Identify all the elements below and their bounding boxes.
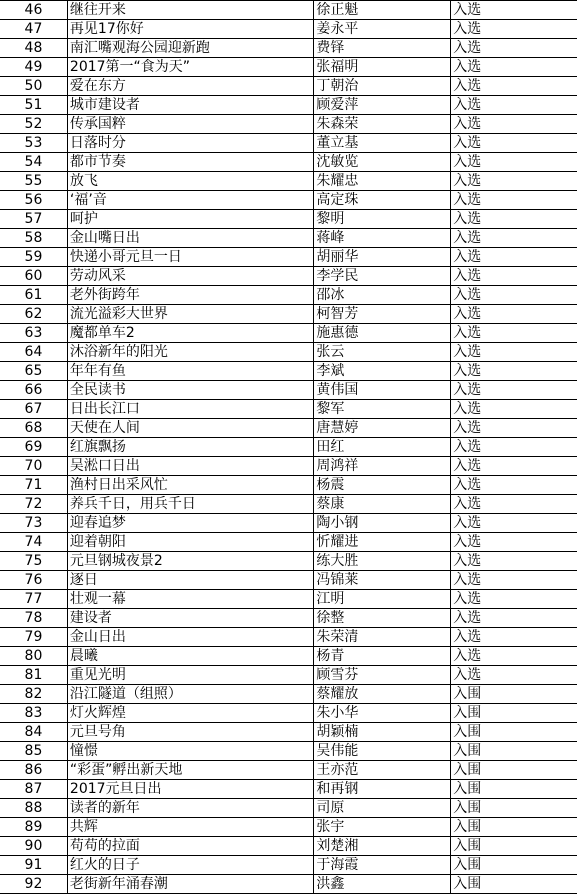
author-cell: 田红 xyxy=(314,438,451,457)
row-number-cell: 72 xyxy=(0,495,67,514)
table-row xyxy=(0,457,577,476)
row-number-cell: 71 xyxy=(0,476,67,495)
author-cell: 忻耀进 xyxy=(314,533,451,552)
table-row xyxy=(0,799,577,818)
row-number-cell: 61 xyxy=(0,286,67,305)
author-cell: 刘楚湘 xyxy=(314,837,451,856)
status-cell: 入选 xyxy=(451,172,577,191)
author-cell: 司原 xyxy=(314,799,451,818)
status-cell: 入选 xyxy=(451,476,577,495)
row-number-cell: 54 xyxy=(0,153,67,172)
status-cell: 入选 xyxy=(451,438,577,457)
title-cell: 共辉 xyxy=(67,818,313,837)
author-cell: 朱荣清 xyxy=(314,628,451,647)
row-number-cell: 82 xyxy=(0,685,67,704)
title-cell: 爱在东方 xyxy=(67,77,313,96)
status-cell: 入选 xyxy=(451,514,577,533)
title-cell: 吴淞口日出 xyxy=(67,457,313,476)
status-cell: 入选 xyxy=(451,191,577,210)
status-cell: 入选 xyxy=(451,609,577,628)
status-cell: 入选 xyxy=(451,58,577,77)
author-cell: 于海霞 xyxy=(314,856,451,875)
table-row xyxy=(0,609,577,628)
status-cell: 入围 xyxy=(451,704,577,723)
title-cell: 读者的新年 xyxy=(67,799,313,818)
row-number-cell: 63 xyxy=(0,324,67,343)
title-cell: 沐浴新年的阳光 xyxy=(67,343,313,362)
title-cell: 全民读书 xyxy=(67,381,313,400)
row-number-cell: 69 xyxy=(0,438,67,457)
status-cell: 入围 xyxy=(451,685,577,704)
row-number-cell: 83 xyxy=(0,704,67,723)
author-cell: 冯锦莱 xyxy=(314,571,451,590)
author-cell: 黎军 xyxy=(314,400,451,419)
author-cell: 姜永平 xyxy=(314,20,451,39)
author-cell: 徐正魁 xyxy=(314,1,451,20)
status-cell: 入选 xyxy=(451,248,577,267)
table-row xyxy=(0,229,577,248)
row-number-cell: 51 xyxy=(0,96,67,115)
row-number-cell: 88 xyxy=(0,799,67,818)
status-cell: 入选 xyxy=(451,77,577,96)
status-cell: 入选 xyxy=(451,210,577,229)
title-cell: 壮观一幕 xyxy=(67,590,313,609)
author-cell: 江明 xyxy=(314,590,451,609)
title-cell: 日落时分 xyxy=(67,134,313,153)
row-number-cell: 64 xyxy=(0,343,67,362)
row-number-cell: 81 xyxy=(0,666,67,685)
row-number-cell: 86 xyxy=(0,761,67,780)
title-cell: 沿江隧道（组照） xyxy=(67,685,313,704)
table-row xyxy=(0,552,577,571)
author-cell: 陶小钢 xyxy=(314,514,451,533)
title-cell: 老街新年涌春潮 xyxy=(67,875,313,894)
status-cell: 入选 xyxy=(451,362,577,381)
author-cell: 胡丽华 xyxy=(314,248,451,267)
author-cell: 顾爱萍 xyxy=(314,96,451,115)
title-cell: 流光溢彩大世界 xyxy=(67,305,313,324)
table-row xyxy=(0,343,577,362)
author-cell: 王亦范 xyxy=(314,761,451,780)
title-cell: 逐日 xyxy=(67,571,313,590)
title-cell: 建设者 xyxy=(67,609,313,628)
row-number-cell: 56 xyxy=(0,191,67,210)
table-row xyxy=(0,419,577,438)
table-row xyxy=(0,628,577,647)
table-row xyxy=(0,438,577,457)
row-number-cell: 65 xyxy=(0,362,67,381)
row-number-cell: 62 xyxy=(0,305,67,324)
author-cell: 丁朝治 xyxy=(314,77,451,96)
status-cell: 入选 xyxy=(451,457,577,476)
title-cell: 老外街跨年 xyxy=(67,286,313,305)
row-number-cell: 91 xyxy=(0,856,67,875)
table-row xyxy=(0,742,577,761)
row-number-cell: 67 xyxy=(0,400,67,419)
author-cell: 黄伟国 xyxy=(314,381,451,400)
author-cell: 徐整 xyxy=(314,609,451,628)
status-cell: 入围 xyxy=(451,761,577,780)
author-cell: 唐慧婷 xyxy=(314,419,451,438)
row-number-cell: 74 xyxy=(0,533,67,552)
table-row xyxy=(0,856,577,875)
title-cell: 重见光明 xyxy=(67,666,313,685)
table-row xyxy=(0,875,577,894)
author-cell: 李学民 xyxy=(314,267,451,286)
table-row xyxy=(0,571,577,590)
status-cell: 入选 xyxy=(451,343,577,362)
title-cell: 养兵千日，用兵千日 xyxy=(67,495,313,514)
title-cell: 迎春追梦 xyxy=(67,514,313,533)
status-cell: 入围 xyxy=(451,799,577,818)
status-cell: 入选 xyxy=(451,647,577,666)
row-number-cell: 68 xyxy=(0,419,67,438)
status-cell: 入选 xyxy=(451,153,577,172)
title-cell: ‘福’音 xyxy=(67,191,313,210)
title-cell: 传承国粹 xyxy=(67,115,313,134)
status-cell: 入选 xyxy=(451,96,577,115)
title-cell: 苟苟的拉面 xyxy=(67,837,313,856)
title-cell: 放飞 xyxy=(67,172,313,191)
author-cell: 杨青 xyxy=(314,647,451,666)
table-row xyxy=(0,381,577,400)
table-row xyxy=(0,362,577,381)
table-row xyxy=(0,685,577,704)
author-cell: 施惠德 xyxy=(314,324,451,343)
author-cell: 朱小华 xyxy=(314,704,451,723)
row-number-cell: 77 xyxy=(0,590,67,609)
title-cell: 渔村日出采风忙 xyxy=(67,476,313,495)
status-cell: 入选 xyxy=(451,400,577,419)
status-cell: 入选 xyxy=(451,20,577,39)
table-row xyxy=(0,115,577,134)
title-cell: 红火的日子 xyxy=(67,856,313,875)
row-number-cell: 46 xyxy=(0,1,67,20)
status-cell: 入围 xyxy=(451,856,577,875)
row-number-cell: 85 xyxy=(0,742,67,761)
status-cell: 入选 xyxy=(451,571,577,590)
table-row xyxy=(0,96,577,115)
row-number-cell: 48 xyxy=(0,39,67,58)
status-cell: 入选 xyxy=(451,115,577,134)
title-cell: 金山嘴日出 xyxy=(67,229,313,248)
table-row xyxy=(0,780,577,799)
table-row xyxy=(0,647,577,666)
row-number-cell: 50 xyxy=(0,77,67,96)
status-cell: 入围 xyxy=(451,723,577,742)
author-cell: 费铎 xyxy=(314,39,451,58)
status-cell: 入选 xyxy=(451,134,577,153)
row-number-cell: 57 xyxy=(0,210,67,229)
author-cell: 张福明 xyxy=(314,58,451,77)
row-number-cell: 92 xyxy=(0,875,67,894)
row-number-cell: 73 xyxy=(0,514,67,533)
row-number-cell: 90 xyxy=(0,837,67,856)
title-cell: 晨曦 xyxy=(67,647,313,666)
table-row xyxy=(0,267,577,286)
status-cell: 入围 xyxy=(451,742,577,761)
title-cell: 快递小哥元旦一日 xyxy=(67,248,313,267)
title-cell: 继往开来 xyxy=(67,1,313,20)
status-cell: 入选 xyxy=(451,666,577,685)
title-cell: 灯火辉煌 xyxy=(67,704,313,723)
title-cell: 日出长江口 xyxy=(67,400,313,419)
author-cell: 练大胜 xyxy=(314,552,451,571)
status-cell: 入围 xyxy=(451,780,577,799)
status-cell: 入选 xyxy=(451,286,577,305)
title-cell: 2017元旦日出 xyxy=(67,780,313,799)
table-row xyxy=(0,248,577,267)
row-number-cell: 47 xyxy=(0,20,67,39)
row-number-cell: 66 xyxy=(0,381,67,400)
author-cell: 洪鑫 xyxy=(314,875,451,894)
table-row xyxy=(0,134,577,153)
table-row xyxy=(0,837,577,856)
table-row xyxy=(0,723,577,742)
title-cell: 2017第一“食为天” xyxy=(67,58,313,77)
table-row xyxy=(0,172,577,191)
table-row xyxy=(0,324,577,343)
row-number-cell: 59 xyxy=(0,248,67,267)
row-number-cell: 84 xyxy=(0,723,67,742)
row-number-cell: 89 xyxy=(0,818,67,837)
row-number-cell: 60 xyxy=(0,267,67,286)
author-cell: 周鸿祥 xyxy=(314,457,451,476)
row-number-cell: 76 xyxy=(0,571,67,590)
row-number-cell: 80 xyxy=(0,647,67,666)
results-table-body xyxy=(0,1,577,894)
table-row xyxy=(0,153,577,172)
table-row xyxy=(0,210,577,229)
table-row xyxy=(0,818,577,837)
status-cell: 入围 xyxy=(451,818,577,837)
title-cell: 红旗飘扬 xyxy=(67,438,313,457)
row-number-cell: 49 xyxy=(0,58,67,77)
table-row xyxy=(0,495,577,514)
author-cell: 和再钢 xyxy=(314,780,451,799)
author-cell: 黎明 xyxy=(314,210,451,229)
row-number-cell: 52 xyxy=(0,115,67,134)
table-row xyxy=(0,20,577,39)
title-cell: 元旦钢城夜景2 xyxy=(67,552,313,571)
title-cell: 元旦号角 xyxy=(67,723,313,742)
author-cell: 吴伟能 xyxy=(314,742,451,761)
table-row xyxy=(0,400,577,419)
row-number-cell: 79 xyxy=(0,628,67,647)
status-cell: 入选 xyxy=(451,267,577,286)
status-cell: 入选 xyxy=(451,229,577,248)
author-cell: 蔡耀放 xyxy=(314,685,451,704)
author-cell: 沈敏览 xyxy=(314,153,451,172)
status-cell: 入选 xyxy=(451,552,577,571)
status-cell: 入选 xyxy=(451,533,577,552)
table-row xyxy=(0,58,577,77)
table-row xyxy=(0,514,577,533)
author-cell: 胡颖楠 xyxy=(314,723,451,742)
author-cell: 柯智芳 xyxy=(314,305,451,324)
author-cell: 杨震 xyxy=(314,476,451,495)
row-number-cell: 70 xyxy=(0,457,67,476)
title-cell: 天使在人间 xyxy=(67,419,313,438)
table-row xyxy=(0,761,577,780)
status-cell: 入选 xyxy=(451,628,577,647)
title-cell: “彩蛋”孵出新天地 xyxy=(67,761,313,780)
author-cell: 朱森荣 xyxy=(314,115,451,134)
row-number-cell: 87 xyxy=(0,780,67,799)
title-cell: 再见17你好 xyxy=(67,20,313,39)
title-cell: 劳动风采 xyxy=(67,267,313,286)
table-row xyxy=(0,476,577,495)
table-row xyxy=(0,1,577,20)
title-cell: 魔都单车2 xyxy=(67,324,313,343)
title-cell: 城市建设者 xyxy=(67,96,313,115)
row-number-cell: 75 xyxy=(0,552,67,571)
table-row xyxy=(0,39,577,58)
title-cell: 南汇嘴观海公园迎新跑 xyxy=(67,39,313,58)
status-cell: 入选 xyxy=(451,324,577,343)
row-number-cell: 78 xyxy=(0,609,67,628)
title-cell: 呵护 xyxy=(67,210,313,229)
title-cell: 年年有鱼 xyxy=(67,362,313,381)
author-cell: 顾雪芬 xyxy=(314,666,451,685)
status-cell: 入选 xyxy=(451,305,577,324)
table-row xyxy=(0,191,577,210)
author-cell: 蒋峰 xyxy=(314,229,451,248)
author-cell: 高定珠 xyxy=(314,191,451,210)
author-cell: 蔡康 xyxy=(314,495,451,514)
table-row xyxy=(0,533,577,552)
status-cell: 入选 xyxy=(451,495,577,514)
row-number-cell: 55 xyxy=(0,172,67,191)
author-cell: 李斌 xyxy=(314,362,451,381)
status-cell: 入围 xyxy=(451,875,577,894)
table-row xyxy=(0,704,577,723)
title-cell: 迎着朝阳 xyxy=(67,533,313,552)
table-row xyxy=(0,305,577,324)
table-row xyxy=(0,666,577,685)
row-number-cell: 58 xyxy=(0,229,67,248)
status-cell: 入选 xyxy=(451,419,577,438)
author-cell: 朱耀忠 xyxy=(314,172,451,191)
status-cell: 入围 xyxy=(451,837,577,856)
status-cell: 入选 xyxy=(451,590,577,609)
status-cell: 入选 xyxy=(451,381,577,400)
author-cell: 张云 xyxy=(314,343,451,362)
title-cell: 憧憬 xyxy=(67,742,313,761)
author-cell: 邵冰 xyxy=(314,286,451,305)
author-cell: 董立基 xyxy=(314,134,451,153)
title-cell: 都市节奏 xyxy=(67,153,313,172)
status-cell: 入选 xyxy=(451,39,577,58)
author-cell: 张宇 xyxy=(314,818,451,837)
table-row xyxy=(0,590,577,609)
row-number-cell: 53 xyxy=(0,134,67,153)
table-row xyxy=(0,77,577,96)
table-row xyxy=(0,286,577,305)
status-cell: 入选 xyxy=(451,1,577,20)
title-cell: 金山日出 xyxy=(67,628,313,647)
